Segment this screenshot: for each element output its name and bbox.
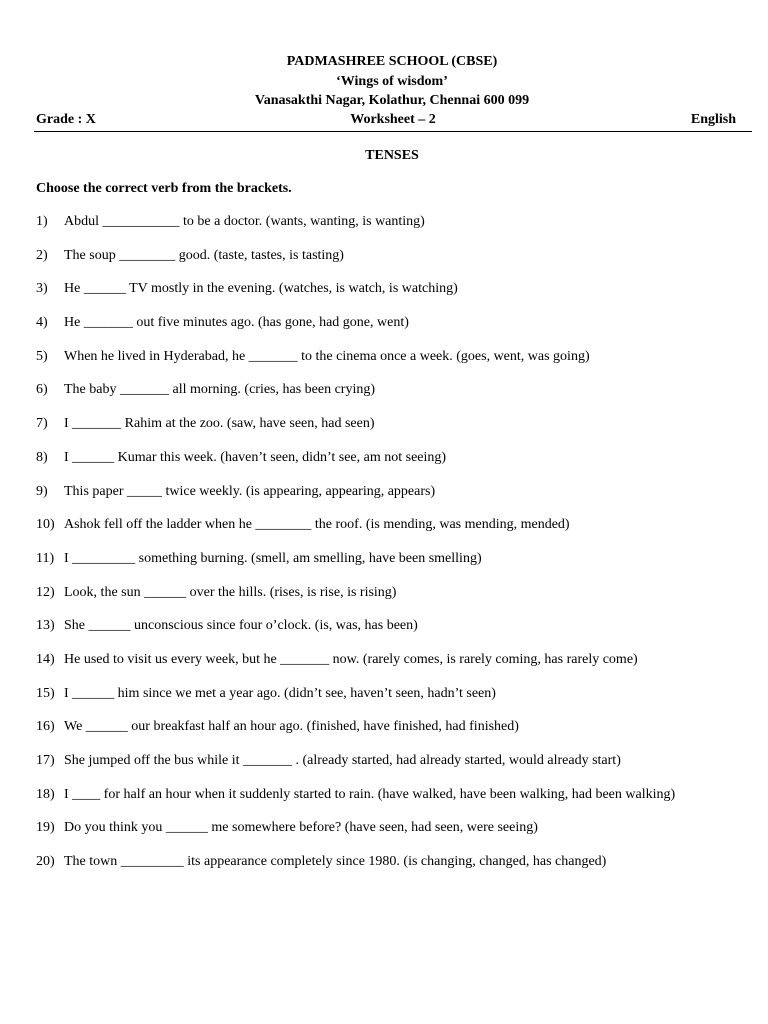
question-item — [36, 651, 756, 685]
question-text: This paper _____ twice weekly. (is appearing, appearing, appears) — [64, 483, 436, 499]
question-text: He used to visit us every week, but he _______ now. (rarely comes, is rarely coming, has rarely come) — [64, 651, 638, 667]
question-text: I _________ something burning. (smell, am smelling, have been smelling) — [64, 550, 482, 566]
question-item — [36, 853, 756, 887]
question-item — [36, 617, 756, 651]
question-number: 10) — [36, 517, 55, 533]
subject-label: English — [690, 112, 736, 127]
question-item — [36, 584, 756, 618]
question-item — [36, 449, 756, 483]
question-number: 18) — [36, 786, 55, 802]
question-text: Abdul ___________ to be a doctor. (wants, wanting, is wanting) — [64, 214, 425, 229]
question-item — [36, 314, 756, 348]
question-number: 2) — [36, 247, 48, 263]
school-motto: ‘Wings of wisdom’ — [336, 74, 448, 89]
question-item — [36, 516, 756, 550]
question-text: She ______ unconscious since four o’clock. (is, was, has been) — [64, 618, 418, 634]
question-number: 12) — [36, 584, 55, 600]
question-text: The baby _______ all morning. (cries, has been crying) — [64, 382, 376, 398]
header-divider — [34, 131, 752, 132]
topic-title: TENSES — [365, 148, 419, 163]
question-text: Ashok fell off the ladder when he ________ the roof. (is mending, was mending, mended) — [64, 517, 570, 533]
instruction-text: Choose the correct verb from the brackets. — [36, 181, 292, 196]
question-item — [36, 483, 756, 517]
question-number: 16) — [36, 719, 55, 735]
question-item — [36, 550, 756, 584]
question-number: 3) — [36, 281, 48, 297]
question-text: We ______ our breakfast half an hour ago. (finished, have finished, had finished) — [64, 719, 519, 735]
question-number: 15) — [36, 685, 55, 701]
question-item — [36, 348, 756, 382]
question-number: 8) — [36, 449, 48, 465]
question-text: The soup ________ good. (taste, tastes, is tasting) — [64, 247, 344, 263]
question-text: The town _________ its appearance completely since 1980. (is changing, changed, has changed) — [64, 854, 607, 870]
question-text: When he lived in Hyderabad, he _______ to the cinema once a week. (goes, went, was going) — [64, 348, 590, 364]
question-item — [36, 381, 756, 415]
info-row — [36, 111, 736, 129]
grade-label: Grade : X — [36, 112, 96, 127]
question-item — [36, 280, 756, 314]
question-item — [36, 752, 756, 786]
question-number: 20) — [36, 854, 55, 870]
question-item — [36, 415, 756, 449]
question-number: 14) — [36, 651, 55, 667]
question-number: 13) — [36, 618, 55, 634]
question-list — [36, 213, 756, 887]
question-text: Do you think you ______ me somewhere before? (have seen, had seen, were seeing) — [64, 820, 538, 836]
question-number: 1) — [36, 214, 48, 229]
question-number: 11) — [36, 550, 55, 566]
question-text: I ______ him since we met a year ago. (didn’t see, haven’t seen, hadn’t seen) — [64, 685, 496, 701]
question-text: He ______ TV mostly in the evening. (watches, is watch, is watching) — [64, 281, 458, 297]
question-number: 9) — [36, 483, 48, 499]
school-name: PADMASHREE SCHOOL (CBSE) — [286, 54, 498, 69]
question-number: 4) — [36, 315, 48, 331]
question-text: I ______ Kumar this week. (haven’t seen, didn’t see, am not seeing) — [64, 449, 447, 465]
question-number: 17) — [36, 753, 55, 768]
question-item — [36, 819, 756, 853]
question-item — [36, 786, 756, 820]
question-text: I _______ Rahim at the zoo. (saw, have seen, had seen) — [64, 416, 375, 432]
question-text: He _______ out five minutes ago. (has gone, had gone, went) — [64, 315, 409, 331]
question-text: She jumped off the bus while it _______ . (already started, had already started, would already start) — [64, 753, 621, 768]
question-text: Look, the sun ______ over the hills. (rises, is rise, is rising) — [64, 584, 397, 600]
question-number: 5) — [36, 348, 48, 364]
question-number: 19) — [36, 820, 55, 836]
question-item — [36, 247, 756, 281]
question-item — [36, 718, 756, 752]
question-number: 6) — [36, 382, 48, 398]
question-number: 7) — [36, 416, 48, 432]
question-item — [36, 213, 756, 247]
question-item — [36, 685, 756, 719]
worksheet-label: Worksheet – 2 — [350, 112, 436, 127]
question-text: I ____ for half an hour when it suddenly started to rain. (have walked, have been walking, had been walking) — [64, 786, 676, 802]
school-address: Vanasakthi Nagar, Kolathur, Chennai 600 099 — [254, 93, 530, 108]
